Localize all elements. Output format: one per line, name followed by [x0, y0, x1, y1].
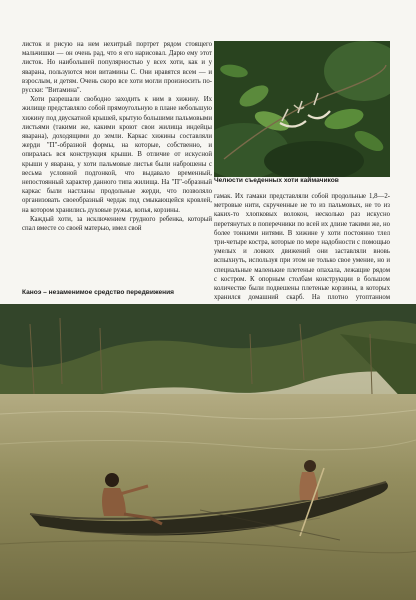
jaw-bones-photo	[214, 41, 390, 177]
top-photo-caption: Челюсти съеденных хоти каймачиков	[214, 177, 339, 184]
left-paragraph-3: Каждый хоти, за исключением грудного ребенка, который спал вместе со своей матерью, имел свой	[22, 215, 212, 233]
left-text-column	[22, 40, 212, 233]
canoe-river-illustration	[0, 304, 416, 600]
jaw-bones-illustration	[214, 41, 390, 177]
left-paragraph-2: Хоти разрешали свободно заходить к ним в хижину. Их жилище представляло собой прямоугольную в плане небольшую хижину под двускатной крышей, крытую большими пальмовыми листьями (такими же, какими кроют свои жилища индейцы яварана), доходящими до земли. Каркас хижины составляли жерди "П"-образной формы, на которые, собственно, и опиралась вся конструкция крыши. В отличие от искусной крыши у яварана, у хоти пальмовые листья были наброшены с весьма условной подгонкой, что выдавало временный, непостоянный характер данного типа жилища. На "П"-образный каркас были настланы продольные жерди, что позволяло организовать своеобразный чердак под смыкающейся кровлей, на котором хранились духовые ружья, копья, корзины.	[22, 96, 212, 214]
right-text-column	[214, 192, 390, 312]
right-paragraph-1: гамак. Их гамаки представляли собой продольные 1,8—2-метровые нити, скрученные не то из пальмовых, не то из каких-то хлопковых волокон, несколько раз искусно перетянутых в поперечники по всей их длине такими же, но более тонкими нитями. В хижине у хоти постоянно тлел три-четыре костра, которые по мере надобности с помощью умелых и ловких движений они заставляли вновь вспыхнуть, используя при этом не только свое умение, но и специальные маленькие плетеные опахала, лежащие рядом с костром. К опорным столбам конструкции в большом количестве были подвешены плетеные корзины, в которых хранился домашний скарб. На плотно утоптанном	[214, 193, 390, 302]
canoe-river-photo	[0, 304, 416, 600]
bottom-photo-caption: Каноэ – незаменимое средство передвижения	[22, 289, 175, 296]
left-paragraph-1: листок и рисую на нем нехитрый портрет рядом стоящего мальчишки — он очень рад, что я его нарисовал. Дарю ему этот листок. Но наибольшей популярностью у всех хоти, как и у яварана, пользуются мои витамины С. Они нравятся всем — и взрослым, и детям. Очень скоро все хоти могли произносить по-русски: "Витамина".	[22, 41, 212, 95]
